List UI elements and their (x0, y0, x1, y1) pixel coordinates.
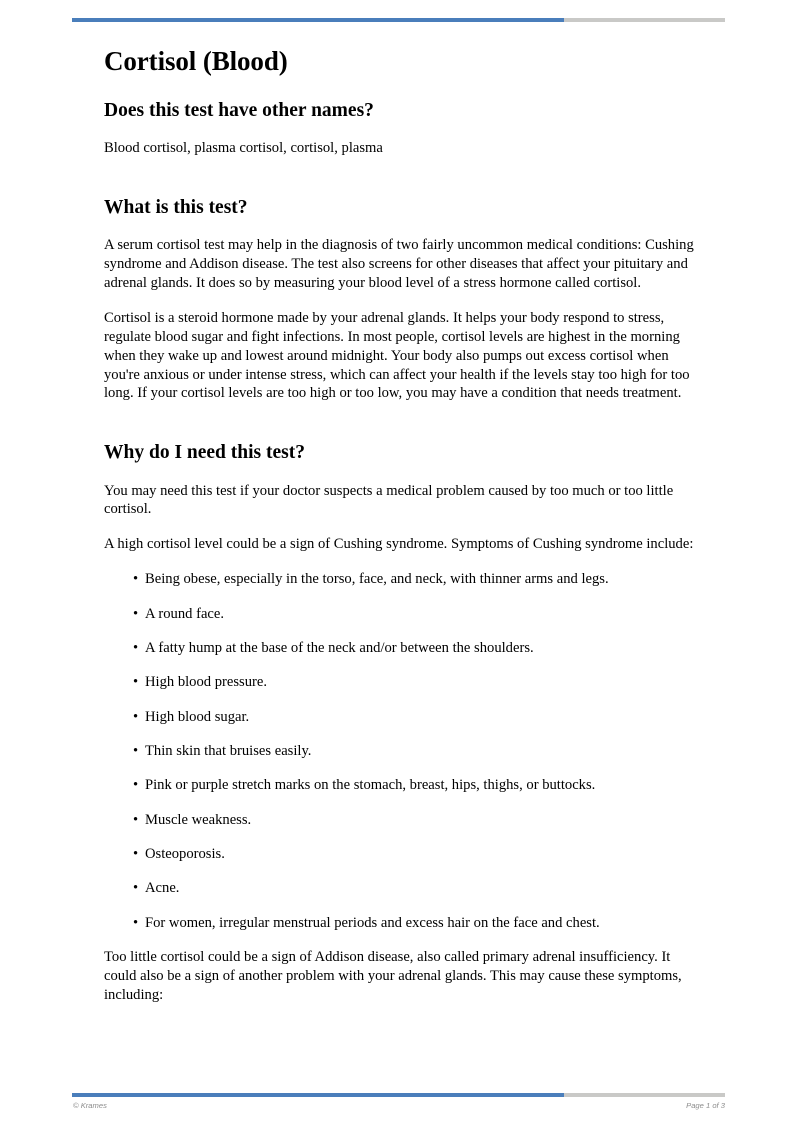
list-item (104, 742, 698, 761)
list-item (104, 605, 698, 624)
list-item-label: For women, irregular menstrual periods and excess hair on the face and chest. (145, 914, 600, 931)
paragraph-other-names: Blood cortisol, plasma cortisol, cortisol, plasma (104, 140, 383, 157)
spacer (104, 419, 698, 441)
bullet-icon: • (133, 880, 139, 897)
copyright-notice: © Krames (73, 1101, 107, 1110)
list-item-label: High blood pressure. (145, 674, 268, 691)
bullet-icon: • (133, 811, 139, 828)
list-item (104, 845, 698, 864)
bullet-icon: • (133, 674, 139, 691)
section-other-names (104, 99, 698, 158)
bullet-icon: • (133, 639, 139, 656)
list-item-label: A round face. (145, 605, 225, 622)
paragraph-why-need-test-2: A high cortisol level could be a sign of Cushing syndrome. Symptoms of Cushing syndrome include: (104, 536, 694, 553)
symptom-list-cushing (104, 570, 698, 932)
list-item-label: Muscle weakness. (145, 811, 252, 828)
page-footer (72, 1101, 725, 1115)
bullet-icon: • (133, 742, 139, 759)
list-item (104, 708, 698, 727)
list-item-label: High blood sugar. (145, 708, 250, 725)
bullet-icon: • (133, 914, 139, 931)
list-item (104, 570, 698, 589)
bullet-icon: • (133, 605, 139, 622)
section-heading-why-need-test: Why do I need this test? (104, 442, 305, 464)
footer-rule-blue-segment (72, 1093, 564, 1097)
header-rule-gray-segment (564, 18, 725, 22)
bullet-icon: • (133, 845, 139, 862)
page-number: Page 1 of 3 (686, 1101, 725, 1110)
spacer (104, 174, 698, 196)
list-item-label: Acne. (145, 880, 180, 897)
list-item (104, 811, 698, 830)
paragraph-what-is-this-test-2: Cortisol is a steroid hormone made by your adrenal glands. It helps your body respond to stress, regulate blood sugar and fight infections. In most people, cortisol levels are highest in the morning when they wake up and lowest around midnight. Your body also pumps out excess cortisol when you're anxious or under intense stress, which can affect your health if the levels stay too high for too long. If your cortisol levels are too high or too low, you may have a condition that needs treatment. (104, 310, 690, 402)
list-item-label: Osteoporosis. (145, 845, 225, 862)
list-item (104, 776, 698, 795)
paragraph-addison-disease: Too little cortisol could be a sign of Addison disease, also called primary adrenal insufficiency. It could also be a sign of another problem with your adrenal glands. This may cause these symptoms, including: (104, 948, 682, 1003)
list-item (104, 639, 698, 658)
list-item (104, 914, 698, 933)
page-title: Cortisol (Blood) (104, 46, 288, 76)
footer-rule-gray-segment (564, 1093, 725, 1097)
document-content (104, 46, 698, 1020)
list-item (104, 879, 698, 898)
paragraph-what-is-this-test-1: A serum cortisol test may help in the diagnosis of two fairly uncommon medical conditions: Cushing syndrome and Addison disease. The test also screens for other diseases that affect your pituitary and adrenal glands. It does so by measuring your blood level of a stress hormone called cortisol. (104, 237, 694, 292)
list-item-label: Pink or purple stretch marks on the stomach, breast, hips, thighs, or buttocks. (145, 777, 596, 794)
section-heading-other-names: Does this test have other names? (104, 99, 374, 121)
list-item (104, 673, 698, 692)
header-rule-blue-segment (72, 18, 564, 22)
list-item-label: Being obese, especially in the torso, face, and neck, with thinner arms and legs. (145, 571, 609, 588)
footer-rule (72, 1093, 725, 1097)
list-item-label: Thin skin that bruises easily. (145, 742, 312, 759)
list-item-label: A fatty hump at the base of the neck and/or between the shoulders. (145, 639, 534, 656)
bullet-icon: • (133, 777, 139, 794)
section-what-is-this-test (104, 196, 698, 403)
section-heading-what-is-this-test: What is this test? (104, 197, 248, 219)
bullet-icon: • (133, 571, 139, 588)
header-rule (72, 18, 725, 22)
paragraph-why-need-test-1: You may need this test if your doctor suspects a medical problem caused by too much or too little cortisol. (104, 482, 674, 518)
bullet-icon: • (133, 708, 139, 725)
section-why-need-test (104, 441, 698, 1004)
